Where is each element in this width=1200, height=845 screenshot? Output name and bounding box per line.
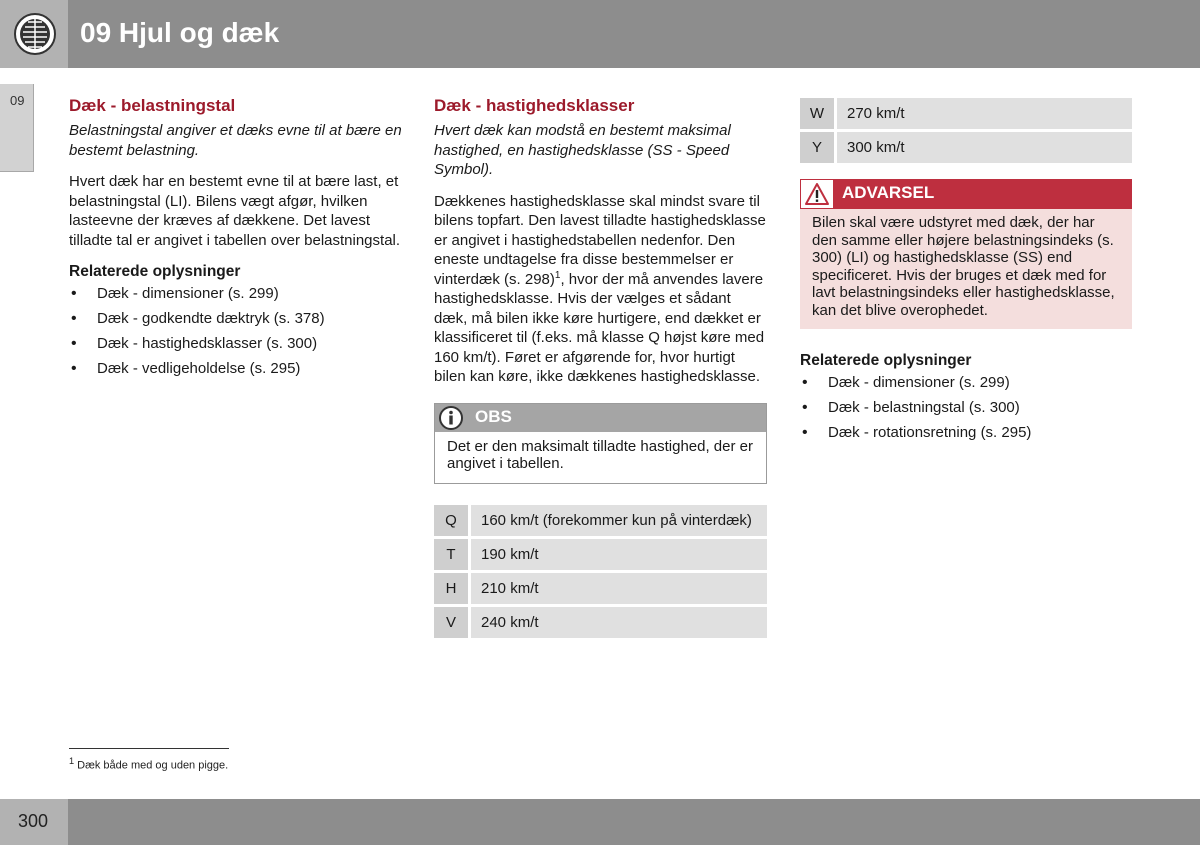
footnote-divider — [69, 748, 229, 749]
section-heading-speed-classes: Dæk - hastighedsklasser — [434, 96, 635, 115]
table-row — [434, 607, 767, 638]
chapter-icon-box — [0, 0, 68, 68]
page-number: 300 — [18, 811, 49, 831]
footnote-mark: 1 — [69, 756, 75, 766]
note-header — [435, 404, 766, 432]
related-link[interactable]: • Dæk - rotationsretning (s. 295) — [800, 420, 1132, 445]
speed-value: 300 km/t — [834, 132, 1132, 163]
related-info-heading: Relaterede oplysninger — [800, 352, 972, 369]
info-icon — [438, 406, 464, 430]
related-info-heading: Relaterede oplysninger — [69, 263, 241, 280]
warning-box — [800, 179, 1132, 329]
body-text-part: Dækkenes hastighedsklasse skal mindst svare til bilens topfart. Den lavest tilladte hastighedsklasse er angivet i hastighedstabellen nedenfor. Den eneste undtagelse fra disse bestemmelser er vinterdæk (s. 298) — [434, 192, 766, 288]
speed-code: Q — [434, 505, 468, 536]
section-intro: Hvert dæk kan modstå en bestemt maksimal hastighed, en hastighedsklasse (SS - Speed Symbol). — [434, 122, 731, 178]
table-row — [434, 505, 767, 536]
speed-value: 270 km/t — [834, 98, 1132, 129]
speed-value: 240 km/t — [468, 607, 767, 638]
table-row — [434, 539, 767, 570]
related-link[interactable]: • Dæk - hastighedsklasser (s. 300) — [69, 331, 405, 356]
table-row — [800, 98, 1132, 129]
speed-code: T — [434, 539, 468, 570]
speed-code: W — [800, 98, 834, 129]
related-info-list — [800, 370, 1132, 445]
warning-header — [800, 179, 1132, 209]
page-footer — [0, 799, 1200, 845]
footnote — [69, 756, 228, 772]
speed-code: H — [434, 573, 468, 604]
chapter-header — [0, 0, 1200, 68]
related-link[interactable]: • Dæk - dimensioner (s. 299) — [800, 370, 1132, 395]
column-speed-classes-continued — [800, 95, 1132, 445]
column-load-index — [69, 96, 405, 381]
related-info-list — [69, 281, 405, 381]
chapter-tab-label: 09 — [10, 93, 25, 108]
footnote-reference[interactable]: 1 — [554, 269, 561, 281]
tire-icon — [13, 12, 57, 56]
section-body — [434, 192, 767, 387]
speed-code: V — [434, 607, 468, 638]
column-speed-classes — [434, 96, 767, 641]
section-body: Hvert dæk har en bestemt evne til at bære last, et belastningstal (LI). Bilens vægt afgør, hvilken lasteevne der kræves af dækkene. Det lavest tilladte tal er angivet i tabellen over belastningstal. — [69, 173, 401, 249]
chapter-tab[interactable] — [0, 84, 34, 172]
speed-value: 190 km/t — [468, 539, 767, 570]
note-text: Det er den maksimalt tilladte hastighed, der er angivet i tabellen. — [447, 437, 753, 472]
note-title: OBS — [475, 406, 512, 426]
section-heading-load-index: Dæk - belastningstal — [69, 96, 236, 115]
warning-title: ADVARSEL — [842, 183, 935, 202]
chapter-title: 09 Hjul og dæk — [80, 17, 280, 48]
related-link[interactable]: • Dæk - dimensioner (s. 299) — [69, 281, 405, 306]
table-row — [800, 132, 1132, 163]
note-box — [434, 403, 767, 484]
related-link[interactable]: • Dæk - godkendte dæktryk (s. 378) — [69, 306, 405, 331]
warning-icon-box — [800, 179, 834, 209]
section-intro: Belastningstal angiver et dæks evne til at bære en bestemt belastning. — [69, 122, 402, 159]
page-number-box — [0, 799, 68, 845]
warning-triangle-icon — [804, 182, 830, 206]
speed-value: 210 km/t — [468, 573, 767, 604]
table-row — [434, 573, 767, 604]
speed-value: 160 km/t (forekommer kun på vinterdæk) — [468, 505, 767, 536]
speed-code: Y — [800, 132, 834, 163]
related-link[interactable]: • Dæk - vedligeholdelse (s. 295) — [69, 356, 405, 381]
speed-class-table — [434, 502, 767, 641]
warning-text: Bilen skal være udstyret med dæk, der har den samme eller højere belastningsindeks (s. 300) (LI) og hastighedsklasse (SS) end specificeret. Hvis der bruges et dæk med for lavt belastningsindeks eller hastighedsklasse, kan det blive overophedet. — [800, 209, 1132, 329]
related-link[interactable]: • Dæk - belastningstal (s. 300) — [800, 395, 1132, 420]
speed-class-table — [800, 95, 1132, 166]
footnote-text: Dæk både med og uden pigge. — [74, 759, 229, 772]
body-text-part: , hvor der må anvendes lavere hastighedsklasse. Hvis der vælges et sådant dæk, må bilen ikke køre hurtigere, end dækket er klassificeret til (f.eks. må klasse Q højst køre med 160 km/t). Føret er afgørende for, hvor hurtigt bilen kan køre, ikke dækkenes hastighedsklasse. — [434, 270, 765, 385]
